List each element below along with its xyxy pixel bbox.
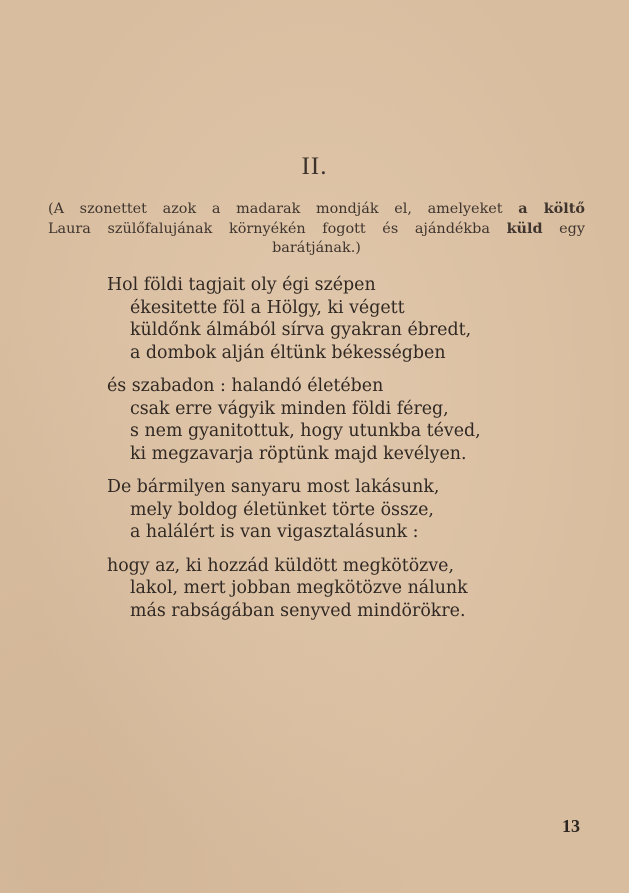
intro-line-1 <box>48 199 585 219</box>
stanza-3 <box>107 476 547 544</box>
stanza-4 <box>107 555 547 623</box>
verse-line: a dombok alján éltünk békességben <box>130 342 446 363</box>
verse-line: küldőnk álmából sírva gyakran ébredt, <box>130 320 472 340</box>
verse-line: s nem gyanitottuk, hogy utunkba téved, <box>130 421 481 441</box>
verse-line: más rabságában senyved mindörökre. <box>130 600 466 621</box>
intro-line-2-bold: küld <box>506 220 543 237</box>
verse-line: és szabadon : halandó életében <box>107 376 384 396</box>
sonnet <box>107 274 547 622</box>
intro-line-2-end: egy <box>542 221 585 237</box>
page-number: 13 <box>562 816 580 836</box>
verse-line: mely boldog életünket törte össze, <box>130 499 434 520</box>
verse-line: hogy az, ki hozzád küldött megkötözve, <box>107 555 454 576</box>
verse-line: lakol, mert jobban megkötözve nálunk <box>130 578 468 598</box>
verse-line: De bármilyen sanyaru most lakásunk, <box>107 477 440 497</box>
stanza-1 <box>107 274 547 364</box>
verse-line: Hol földi tagjait oly égi szépen <box>107 275 376 295</box>
intro-note <box>48 199 585 258</box>
intro-line-3: barátjának.) <box>272 240 361 256</box>
intro-line-2-text: Laura szülőfalujának környékén fogott és ajándékba <box>48 221 507 237</box>
intro-line-1-text: (A szonettet azok a madarak mondják el, amelyeket <box>48 201 519 217</box>
intro-line-2 <box>48 219 585 239</box>
stanza-2 <box>107 375 547 465</box>
intro-line-1-bold: a költő <box>518 200 585 217</box>
verse-line: a halálért is van vigasztalásunk : <box>130 522 419 542</box>
verse-line: ékesitette föl a Hölgy, ki végett <box>130 297 405 318</box>
section-title: II. <box>301 153 328 180</box>
verse-line: csak erre vágyik minden földi féreg, <box>130 398 449 419</box>
verse-line: ki megzavarja röptünk majd kevélyen. <box>130 443 467 464</box>
